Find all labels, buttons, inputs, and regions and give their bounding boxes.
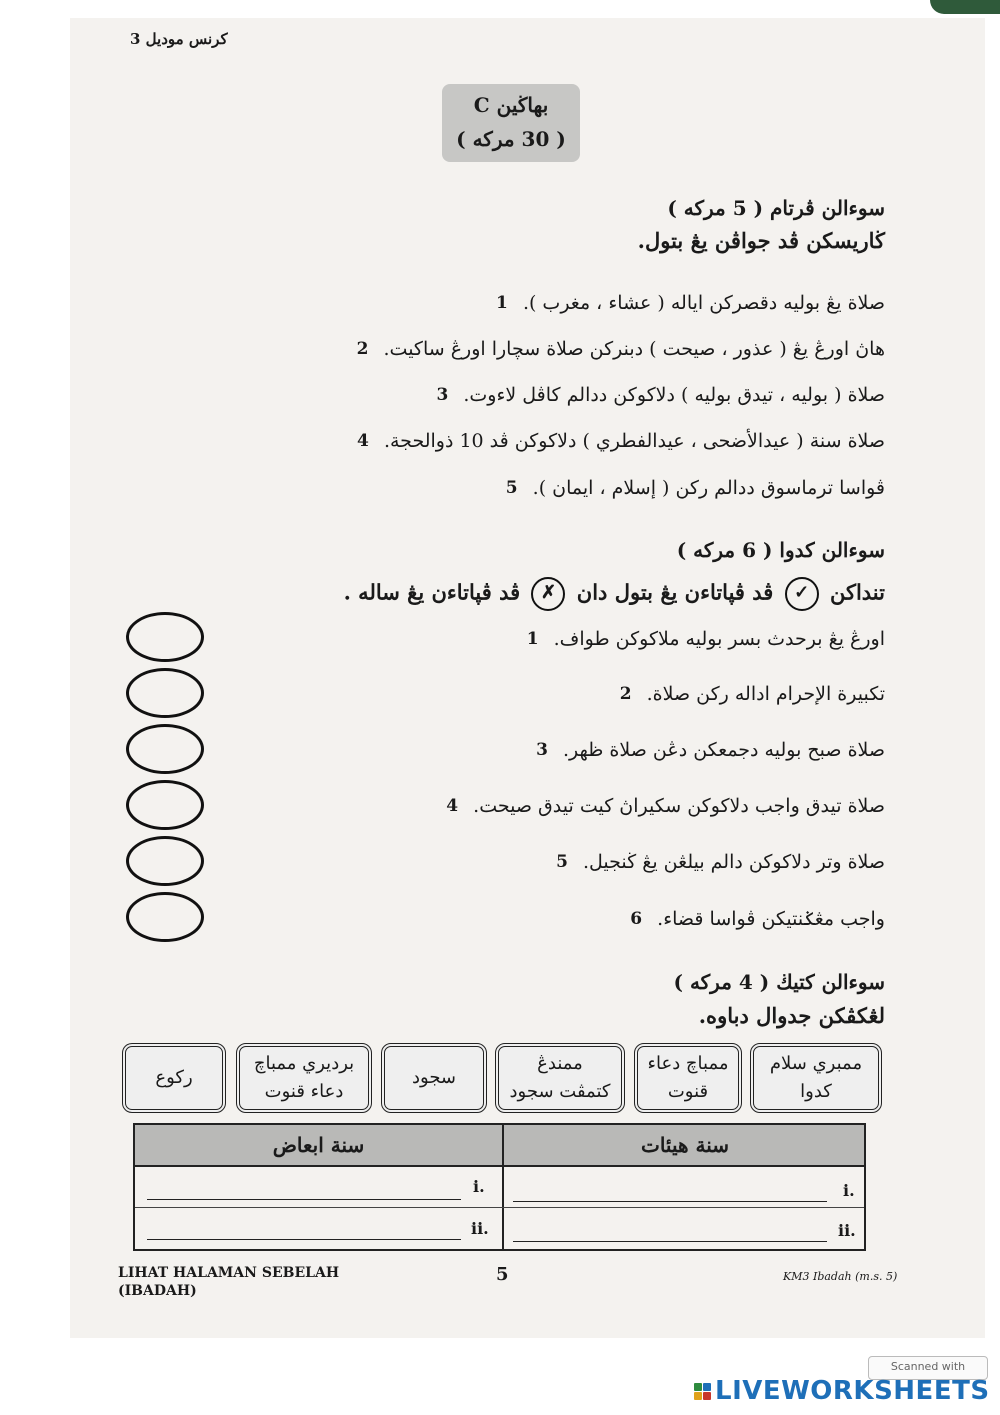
logo-square (703, 1383, 711, 1391)
q3-title: سوءالن كتيڬ ( 4 مركه ) (673, 970, 885, 994)
header-sunnah-abaad: سنة ابعاض (272, 1133, 365, 1157)
q2-item (555, 851, 885, 873)
item-text: صلاة صبح بوليه دجمعكن دڠن صلاة ظهر. (562, 739, 885, 761)
column-divider (502, 1125, 504, 1249)
item-text[interactable]: صلاة ( بوليه ، تيدق بوليه ) دلاكوكن ددالم كاڤل لاءوت. (463, 384, 885, 406)
cross-icon: ✗ (531, 577, 565, 611)
liveworksheets-brand: LIVEWORKSHEETS (715, 1376, 990, 1406)
q2-item (526, 628, 885, 650)
item-number: 5 (556, 852, 568, 872)
card-line: ممباچ دعاء (647, 1053, 729, 1074)
item-text[interactable]: هاڽ اورڠ يڠ ( عذور ، صيحت ) دبنركن صلاة سچارا اورڠ ساكيت. (383, 338, 885, 360)
q2-item (619, 683, 885, 705)
section-marks: ( 30 مركه ) (456, 127, 566, 151)
item-number: 1 (496, 293, 508, 313)
drag-card[interactable] (750, 1043, 882, 1113)
instruction-part: ڤد ڤڽاتاءن يڠ بتول دان (576, 579, 774, 605)
row-label: ii. (471, 1219, 489, 1238)
row-label: i. (473, 1177, 485, 1196)
liveworksheets-logo (694, 1376, 990, 1406)
section-c-box (442, 84, 580, 162)
card-line: قنوت (667, 1081, 709, 1102)
card-line: سجود (412, 1067, 457, 1088)
q1-title: سوءالن ڤرتام ( 5 مركه ) (667, 196, 885, 220)
q1-item[interactable] (435, 384, 885, 406)
q1-item[interactable] (495, 292, 885, 314)
check-icon: ✓ (785, 577, 819, 611)
q2-item (445, 795, 885, 817)
q1-item[interactable] (505, 477, 885, 499)
scanned-with-label: Scanned with (868, 1356, 988, 1380)
row-label: i. (843, 1181, 855, 1200)
page-corner-shadow (930, 0, 1000, 14)
module-header: كرنس موديل 3 (130, 30, 228, 48)
drag-card[interactable] (495, 1043, 625, 1113)
footer-left (118, 1264, 339, 1300)
haiat-answer-i[interactable] (513, 1177, 827, 1202)
card-line: ممندڠ (537, 1053, 583, 1074)
row-label: ii. (838, 1221, 856, 1240)
item-text: واجب مڠݢنتيكن ڤواسا قضاء. (657, 908, 885, 930)
answer-circle-3[interactable] (126, 724, 204, 774)
abaad-answer-ii[interactable] (147, 1215, 461, 1240)
q2-item (629, 908, 885, 930)
item-number: 4 (357, 431, 369, 451)
page-number: 5 (496, 1264, 509, 1285)
item-number: 4 (446, 796, 459, 816)
q1-item[interactable] (356, 338, 886, 360)
q1-instruction: ڬاريسكن ڤد جواڤن يڠ بتول. (637, 228, 885, 253)
item-number: 3 (436, 385, 449, 405)
answer-circle-5[interactable] (126, 836, 204, 886)
footer-subject: (IBADAH) (118, 1283, 197, 1299)
footer-next-page: LIHAT HALAMAN SEBELAH (118, 1265, 340, 1281)
item-number: 2 (356, 339, 369, 359)
logo-square (703, 1392, 711, 1400)
footer-ref: KM3 Ibadah (m.s. 5) (783, 1270, 898, 1283)
answer-circle-1[interactable] (126, 612, 204, 662)
drag-card[interactable] (122, 1043, 226, 1113)
item-number: 2 (619, 684, 632, 704)
card-line: برديري ممباچ (253, 1053, 355, 1074)
drag-card[interactable] (381, 1043, 487, 1113)
card-line: رکوع (155, 1067, 193, 1088)
item-number: 6 (630, 909, 643, 929)
answer-circle-4[interactable] (126, 780, 204, 830)
logo-square (694, 1383, 702, 1391)
q2-instruction (344, 577, 885, 611)
item-text: تكبيرة الإحرام اداله ركن صلاة. (646, 683, 885, 705)
logo-square (694, 1392, 702, 1400)
instruction-part: تنداكن (829, 579, 885, 605)
item-text: اورڠ يڠ برحدث بسر بوليه ملاكوكن طواف. (553, 628, 885, 650)
q2-item (535, 739, 885, 761)
card-line: دعاء قنوت (264, 1081, 344, 1102)
item-number: 1 (526, 629, 539, 649)
answer-circle-6[interactable] (126, 892, 204, 942)
liveworksheets-icon (694, 1383, 711, 1400)
abaad-answer-i[interactable] (147, 1175, 461, 1200)
item-text[interactable]: صلاة يڠ بوليه دقصركن اياله ( عشاء ، مغرب ). (522, 292, 885, 314)
item-number: 3 (536, 740, 548, 760)
q2-title: سوءالن كدوا ( 6 مركه ) (676, 538, 885, 562)
item-number: 5 (505, 478, 518, 498)
q1-item[interactable] (356, 430, 885, 452)
item-text[interactable]: صلاة سنة ( عيدالأضحى ، عيدالفطري ) دلاكوكن ڤد 10 ذوالحجة. (383, 430, 885, 452)
instruction-part: ڤد ڤڽاتاءن يڠ ساله . (343, 579, 521, 605)
row-divider (135, 1207, 864, 1208)
drag-card[interactable] (634, 1043, 742, 1113)
item-text: صلاة وتر دلاكوكن دالم بيلڠن يڠ ڬنجيل. (583, 851, 885, 873)
card-line: ممبري سلام (769, 1053, 863, 1074)
q3-instruction: لڠكڤكن جدوال دباوه. (698, 1003, 885, 1028)
card-line: كتمڤت سجود (509, 1081, 611, 1102)
item-text[interactable]: ڤواسا ترماسوق ددالم ركن ( إسلام ، ايمان ). (532, 477, 885, 499)
answer-circle-2[interactable] (126, 668, 204, 718)
answer-table (133, 1123, 866, 1251)
header-sunnah-haiat: سنة هيئات (640, 1133, 730, 1157)
item-text: صلاة تيدق واجب دلاكوكن سكيراڽ كيت تيدق صيحت. (473, 795, 885, 817)
drag-card[interactable] (236, 1043, 372, 1113)
card-line: كدوا (800, 1081, 832, 1102)
haiat-answer-ii[interactable] (513, 1217, 827, 1242)
section-title: بهاڬين C (473, 93, 549, 117)
